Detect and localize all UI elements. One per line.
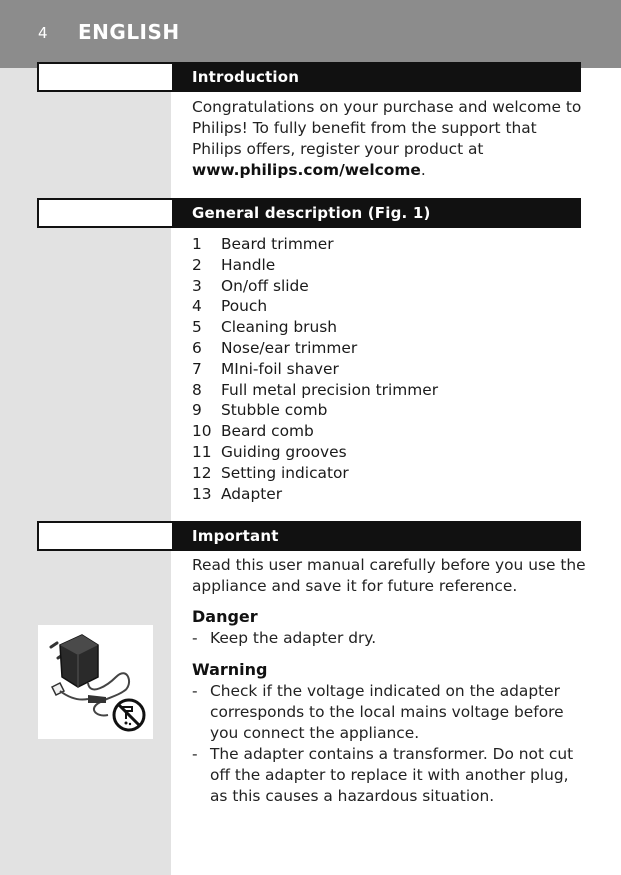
warning-bullet [192,681,584,744]
adapter-keep-dry-icon [38,625,153,739]
bullet-text: Keep the adapter dry. [210,629,377,647]
item-label: Stubble comb [221,401,328,420]
item-label: On/off slide [221,276,309,295]
warning-heading: Warning [192,660,268,679]
welcome-url[interactable]: www.philips.com/welcome [192,161,421,179]
section-header-introduction [38,63,580,91]
danger-heading: Danger [192,607,258,626]
bullet-dash: - [192,682,198,700]
item-label: Beard comb [221,422,314,441]
item-label: Guiding grooves [221,442,347,461]
section-title: Introduction [192,68,300,86]
item-label: MIni-foil shaver [221,359,339,378]
item-label: Cleaning brush [221,318,337,337]
item-number: 1 [192,235,202,253]
item-number: 10 [192,422,212,441]
left-margin-panel [0,0,171,875]
item-number: 3 [192,276,202,295]
section-title: General description (Fig. 1) [192,204,431,222]
item-number: 8 [192,380,202,399]
item-number: 9 [192,401,202,420]
bullet-text: Check if the voltage indicated on the adapter corresponds to the local mains voltage before you connect the appliance. [210,682,564,742]
section-header-important [38,522,580,550]
item-number: 4 [192,297,202,316]
important-intro: Read this user manual carefully before you use the appliance and save it for future reference. [192,556,586,595]
section-header-general-description [38,199,580,227]
item-number: 12 [192,463,212,482]
item-label: Full metal precision trimmer [221,380,439,399]
page-header-bar [0,0,621,68]
item-number: 2 [192,255,202,274]
bullet-dash: - [192,629,198,647]
item-number: 6 [192,338,202,357]
item-label: Handle [221,255,276,274]
adapter-illustration [38,625,153,739]
item-number: 11 [192,442,212,461]
warning-bullet [192,744,584,807]
language-heading: ENGLISH [78,20,180,44]
section-title: Important [192,527,279,545]
page-number: 4 [38,24,48,42]
item-number: 5 [192,318,202,337]
bullet-text: The adapter contains a transformer. Do not cut off the adapter to replace it with another plug, as this causes a hazardous situation. [210,745,574,805]
item-number: 13 [192,484,212,503]
danger-bullet [192,628,584,649]
bullet-dash: - [192,745,198,763]
item-label: Adapter [221,484,283,503]
url-suffix: . [420,161,426,179]
introduction-text: Congratulations on your purchase and welcome to Philips! To fully benefit from the support that Philips offers, register your product at [192,98,582,158]
item-label: Pouch [221,297,268,316]
item-label: Setting indicator [221,463,349,482]
introduction-paragraph [192,97,587,181]
item-label: Beard trimmer [221,235,334,253]
item-label: Nose/ear trimmer [221,338,358,357]
item-number: 7 [192,359,202,378]
